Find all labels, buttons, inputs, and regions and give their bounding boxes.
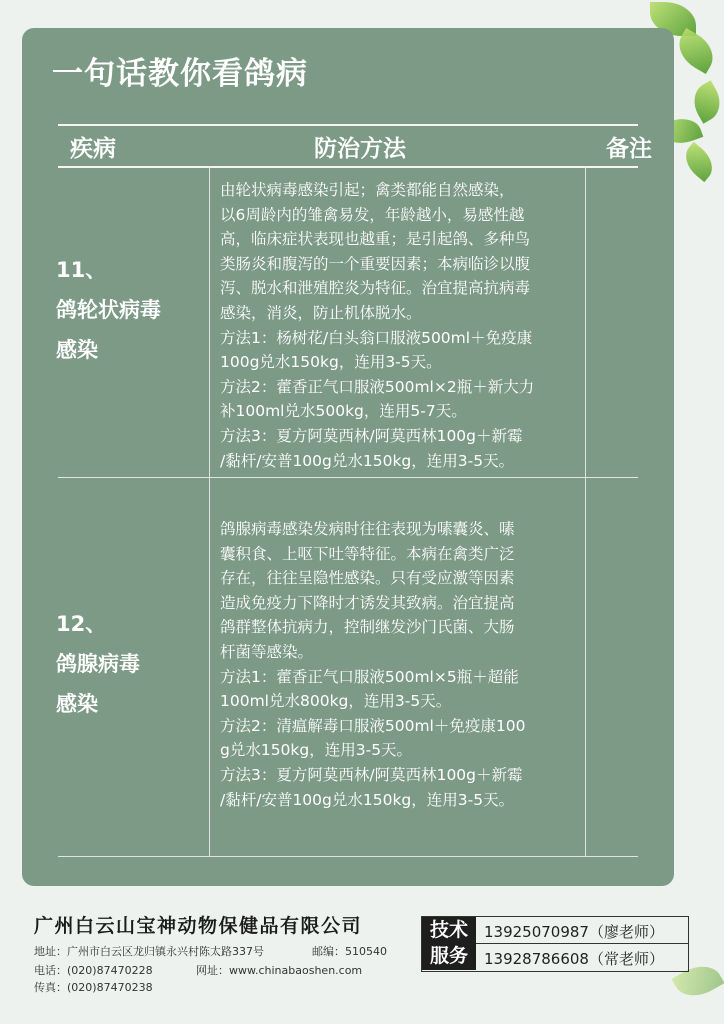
- tech-service-box: [421, 916, 689, 972]
- column-divider: [209, 167, 210, 857]
- page-title: 一句话教你看鸽病: [52, 56, 308, 92]
- leaf-decoration: [678, 142, 719, 182]
- address: 地址：广州市白云区龙归镇永兴村陈太路337号: [34, 945, 264, 958]
- website: 网址：www.chinabaoshen.com: [196, 964, 363, 977]
- company-name: 广州白云山宝神动物保健品有限公司: [34, 915, 363, 937]
- disease-name-line: 感染: [56, 338, 98, 362]
- tech-service-label: [422, 917, 476, 970]
- row-divider: [58, 856, 638, 857]
- header-note: 备注: [606, 136, 652, 162]
- header-top-rule: [58, 124, 638, 126]
- header-bottom-rule: [58, 166, 638, 168]
- header-disease: 疾病: [70, 136, 116, 162]
- row-divider: [58, 477, 638, 478]
- header-method: 防治方法: [314, 136, 406, 162]
- fax: 传真：(020)87470238: [34, 981, 153, 994]
- disease-name-line: 鸽轮状病毒: [56, 298, 161, 322]
- disease-name-line: 鸽腺病毒: [56, 652, 140, 676]
- service-label-line: 技术: [429, 919, 468, 941]
- service-phone-2: 13928786608（常老师）: [484, 950, 664, 968]
- column-divider: [585, 167, 586, 857]
- phone: 电话：(020)87470228: [34, 964, 153, 977]
- disease-name-line: 感染: [56, 692, 98, 716]
- disease-name-11: [56, 250, 206, 370]
- leaf-decoration: [686, 80, 724, 123]
- disease-name-12: [56, 604, 206, 724]
- treatment-text-11: 由轮状病毒感染引起；禽类都能自然感染， 以6周龄内的雏禽易发，年龄越小，易感性越 高，临床症状表现也越重；是引起鸽、多种鸟 类肠炎和腹泻的一个重要因素；本病临诊以腹 泻、脱水和泄殖腔炎为特征。治宜提高抗病毒 感染，消炎，防止机体脱水。 方法1：杨树花/白头翁口服液500ml＋免疫康 100g兑水150kg，连用3-5天。 方法2：藿香正气口服液500ml×2瓶＋新大力 补100ml兑水500kg，连用5-7天。 方法3：夏方阿莫西林/阿莫西林100g＋新霉 /黏杆/安普100g兑水150kg，连用3-5天。: [220, 181, 535, 470]
- service-label-line: 服务: [429, 945, 468, 967]
- treatment-text-12: 鸽腺病毒感染发病时往往表现为嗉囊炎、嗉 囊积食、上呕下吐等特征。本病在禽类广泛 存在，往往呈隐性感染。只有受应激等因素 造成免疫力下降时才诱发其致病。治宜提高 鸽群整体抗病力，控制继发沙门氏菌、大肠 杆菌等感染。 方法1：藿香正气口服液500ml×5瓶＋超能 100ml兑水800kg，连用3-5天。 方法2：清瘟解毒口服液500ml＋免疫康100 g兑水150kg，连用3-5天。 方法3：夏方阿莫西林/阿莫西林100g＋新霉 /黏杆/安普100g兑水150kg，连用3-5天。: [220, 520, 526, 809]
- disease-number: 12、: [56, 612, 107, 636]
- content-panel: [22, 28, 674, 886]
- service-divider: [476, 943, 688, 944]
- service-phone-1: 13925070987（廖老师）: [484, 923, 664, 941]
- postcode: 邮编：510540: [312, 945, 387, 958]
- footer: [0, 896, 724, 1024]
- disease-number: 11、: [56, 258, 107, 282]
